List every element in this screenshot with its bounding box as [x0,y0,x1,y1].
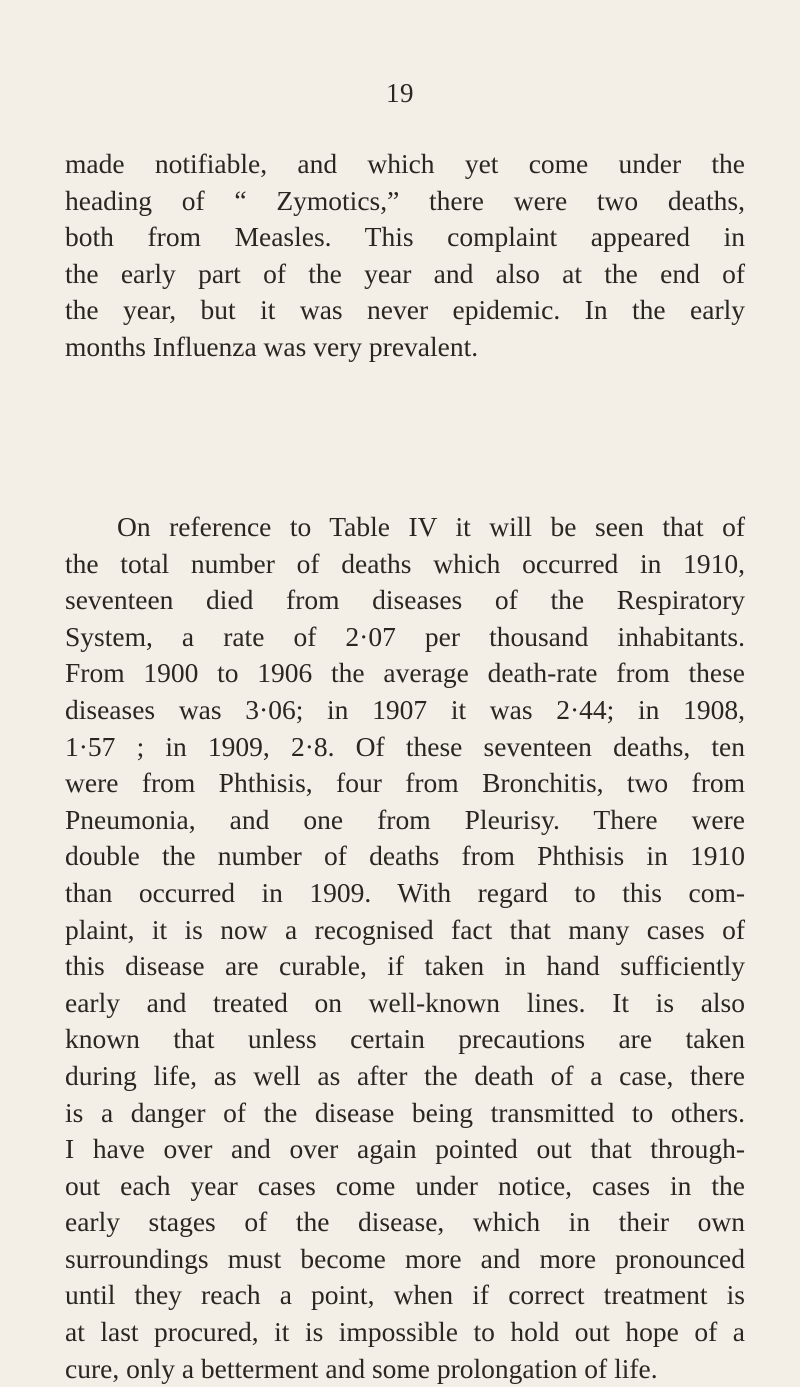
text-line: System, a rate of 2·07 per thousand inhabitants. [65,620,745,652]
text-line: I have over and over again pointed out that through- [65,1133,745,1165]
paragraph-1 [65,146,745,366]
text-line: during life, as well as after the death of a case, there [65,1059,745,1091]
text-line: at last procured, it is impossible to hold out hope of a [65,1316,745,1348]
text-line: months Influenza was very prevalent. [65,330,479,362]
text-line: heading of “ Zymotics,” there were two deaths, [65,184,745,216]
text-line: until they reach a point, when if correct treatment is [65,1279,745,1311]
text-line: 1·57 ; in 1909, 2·8. Of these seventeen deaths, ten [65,730,745,762]
text-line: From 1900 to 1906 the average death-rate from these [65,657,745,689]
text-line: early and treated on well-known lines. It is also [65,986,745,1018]
text-line: double the number of deaths from Phthisis in 1910 [65,840,745,872]
text-line: out each year cases come under notice, cases in the [65,1169,745,1201]
text-line: plaint, it is now a recognised fact that many cases of [65,913,745,945]
text-line: cure, only a betterment and some prolongation of life. [65,1352,658,1384]
text-line: known that unless certain precautions are taken [65,1023,745,1055]
text-line: the early part of the year and also at the end of [65,257,745,289]
text-line: Pneumonia, and one from Pleurisy. There were [65,803,745,835]
text-line: On reference to Table IV it will be seen that of [117,511,745,542]
text-line: early stages of the disease, which in their own [65,1206,745,1238]
text-line: seventeen died from diseases of the Respiratory [65,584,745,616]
text-line: were from Phthisis, four from Bronchitis, two from [65,767,745,799]
text-line: the year, but it was never epidemic. In the early [65,294,745,326]
text-line: diseases was 3·06; in 1907 it was 2·44; in 1908, [65,693,745,725]
text-line: made notifiable, and which yet come under the [65,148,745,179]
text-line: surroundings must become more and more pronounced [65,1242,745,1274]
text-line: this disease are curable, if taken in hand sufficiently [65,950,745,982]
paragraph-2 [65,509,745,1387]
text-line: is a danger of the disease being transmitted to others. [65,1096,745,1128]
text-line: than occurred in 1909. With regard to this com- [65,876,745,908]
text-line: both from Measles. This complaint appeared in [65,221,745,253]
text-line: the total number of deaths which occurred in 1910, [65,547,745,579]
page-number: 19 [386,78,414,108]
